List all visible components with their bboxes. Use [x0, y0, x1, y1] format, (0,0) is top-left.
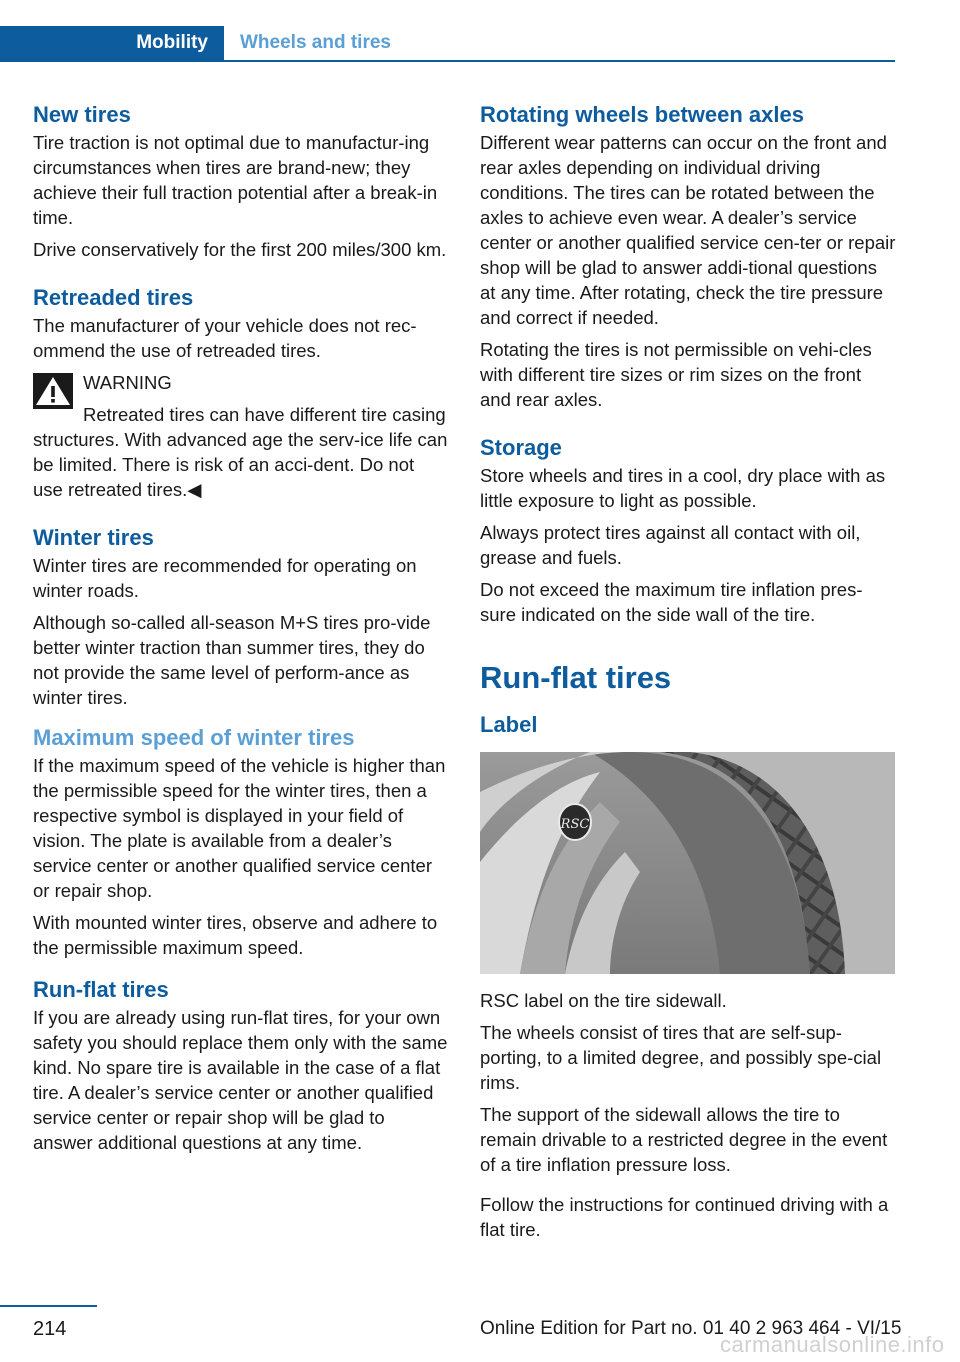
paragraph: Always protect tires against all contact with oil, grease and fuels.: [480, 522, 861, 568]
paragraph: Rotating the tires is not permissible on vehi‐cles with different tire sizes or rim sizes on the front and rear axles.: [480, 339, 872, 410]
paragraph: Winter tires are recommended for operating on winter roads.: [33, 555, 417, 601]
footer-rule: [0, 1305, 97, 1307]
section-tab: Mobility: [0, 26, 224, 60]
paragraph: Tire traction is not optimal due to manufactur‐ing circumstances when tires are brand-new; they achieve their full traction potential after a break-in time.: [33, 132, 438, 228]
paragraph: Drive conservatively for the first 200 miles/300 km.: [33, 239, 447, 260]
paragraph: Although so-called all-season M+S tires pro‐vide better winter traction than summer tires, they do not provide the same level of perform‐ance as winter tires.: [33, 612, 431, 708]
heading-run-flat-tires: Run-flat tires: [33, 977, 169, 1002]
watermark: carmanualsonline.info: [720, 1332, 945, 1357]
warning-triangle-icon: [33, 373, 73, 409]
warning-label: WARNING: [83, 372, 172, 393]
paragraph: Different wear patterns can occur on the front and rear axles depending on individual driving conditions. The tires can be rotated between the axles to achieve even wear. A dealer’s service center or another qualified service cen‐ter or repair shop will be glad to answer addi‐tional questions at any time. After rotating, check the tire pressure and correct if needed.: [480, 132, 896, 328]
heading-retreaded-tires: Retreaded tires: [33, 285, 194, 310]
paragraph: Follow the instructions for continued driving with a flat tire.: [480, 1194, 889, 1240]
heading-winter-tires: Winter tires: [33, 525, 154, 550]
chapter-tab: Wheels and tires: [240, 32, 391, 53]
rsc-tire-photo: [480, 752, 895, 974]
right-column: [480, 100, 896, 1249]
heading-label: Label: [480, 712, 538, 737]
page-header: [0, 26, 895, 62]
heading-rotating-wheels: Rotating wheels between axles: [480, 102, 804, 127]
paragraph: The wheels consist of tires that are self-sup‐porting, to a limited degree, and possibly spe‐cial rims.: [480, 1022, 882, 1093]
paragraph: If the maximum speed of the vehicle is higher than the permissible speed for the winter tires, then a respective symbol is displayed in your field of vision. The plate is available from a dealer’s service center or another qualified service center or repair shop.: [33, 755, 446, 901]
paragraph: With mounted winter tires, observe and adhere to the permissible maximum speed.: [33, 912, 438, 958]
paragraph: The support of the sidewall allows the tire to remain drivable to a restricted degree in the event of a tire inflation pressure loss.: [480, 1104, 888, 1175]
paragraph: Do not exceed the maximum tire inflation pres‐sure indicated on the side wall of the tire.: [480, 579, 863, 625]
warning-block: [33, 370, 449, 502]
heading-storage: Storage: [480, 435, 562, 460]
warning-text: Retreated tires can have different tire casing structures. With advanced age the serv‐ice life can be limited. There is risk of an acci‐dent. Do not use retreated tires.◀: [33, 404, 448, 500]
edition-text: Online Edition for Part no. 01 40 2 963 464 - VI/15: [480, 1318, 902, 1339]
photo-caption: RSC label on the tire sidewall.: [480, 990, 727, 1011]
header-rule: [0, 60, 895, 62]
paragraph: If you are already using run-flat tires, for your own safety you should replace them only with the same kind. No spare tire is available in the case of a flat tire. A dealer’s service center or another qualified service center or repair shop will be glad to answer additional questions at any time.: [33, 1007, 448, 1153]
paragraph: The manufacturer of your vehicle does not rec‐ommend the use of retreaded tires.: [33, 315, 417, 361]
heading-max-speed-winter: Maximum speed of winter tires: [33, 725, 355, 750]
heading-new-tires: New tires: [33, 102, 131, 127]
page-number: 214: [33, 1318, 67, 1340]
heading-run-flat-section: Run-flat tires: [480, 660, 672, 695]
paragraph: Store wheels and tires in a cool, dry place with as little exposure to light as possible.: [480, 465, 886, 511]
svg-text:RSC: RSC: [560, 817, 590, 832]
left-column: [33, 100, 449, 1162]
